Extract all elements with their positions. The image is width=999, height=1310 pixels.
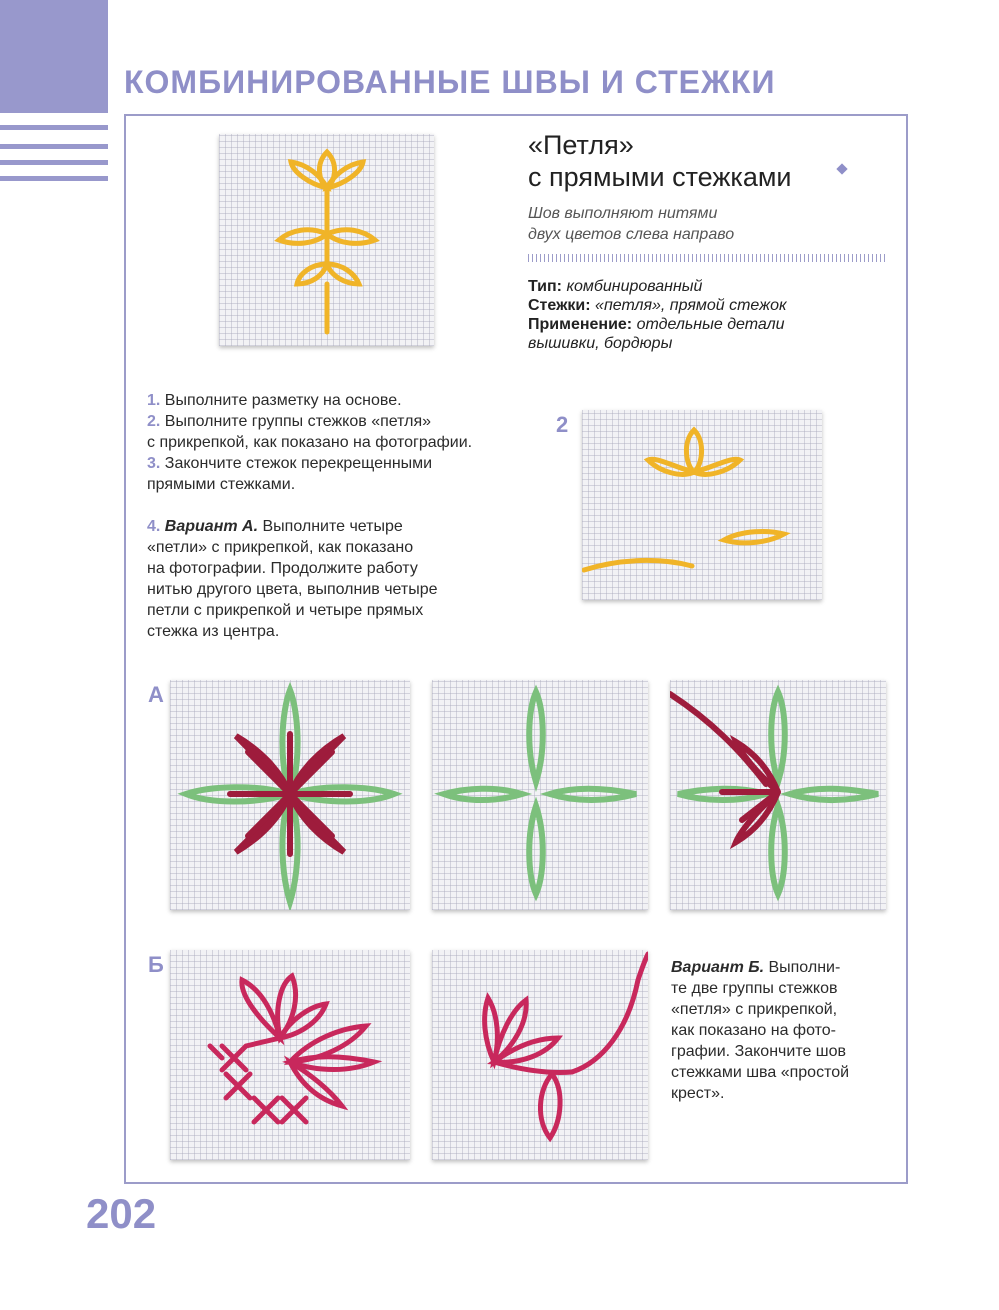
variant-b-title: Вариант Б.	[671, 959, 765, 976]
variant-b-line: те две группы стежков	[671, 980, 838, 997]
variant-b-photo-1	[170, 950, 410, 1160]
step-text: Выполните четыре	[262, 518, 403, 535]
page-corner-block	[0, 0, 108, 113]
variant-b-line: стежками шва «простой	[671, 1064, 850, 1081]
main-stitch-photo	[219, 134, 434, 346]
variant-b-line: крест».	[671, 1085, 725, 1102]
variant-a-title: Вариант А.	[164, 518, 259, 535]
step-2-photo	[582, 410, 822, 600]
meta-type	[528, 277, 702, 296]
step-number: 2.	[147, 413, 161, 430]
variant-b-line: «петля» с прикрепкой,	[671, 1001, 838, 1018]
step-number: 4.	[147, 518, 161, 535]
meta-usage-label: Применение:	[528, 316, 633, 333]
step-number: 1.	[147, 392, 161, 409]
variant-b-photo-2	[432, 950, 648, 1160]
step-4-cont: нитью другого цвета, выполнив четыре	[147, 581, 438, 598]
variant-a-photo-3	[670, 680, 886, 910]
photo-2-label: 2	[556, 412, 569, 437]
row-a-label: А	[148, 682, 164, 707]
decor-stripe	[0, 160, 108, 165]
meta-usage-value-2: вышивки, бордюры	[528, 335, 673, 352]
meta-type-label: Тип:	[528, 278, 562, 295]
variant-b-line: графии. Закончите шов	[671, 1043, 847, 1060]
dotted-divider	[528, 254, 888, 262]
step-text: Закончите стежок перекрещенными	[164, 455, 433, 472]
meta-type-value: комбинированный	[566, 278, 703, 295]
decor-stripe	[0, 144, 108, 149]
decor-stripe	[0, 125, 108, 130]
subtitle-line: двух цветов слева направо	[528, 226, 735, 243]
crimson-star-motif	[170, 680, 410, 910]
row-b-label: Б	[148, 952, 164, 977]
page-number: 202	[86, 1190, 157, 1237]
meta-stitches	[528, 296, 787, 315]
yellow-partial-motif	[582, 410, 822, 600]
magenta-cross-motif	[170, 950, 410, 1160]
step-3	[147, 453, 547, 474]
step-3-cont: прямыми стежками.	[147, 476, 296, 493]
step-text: Выполните разметку на основе.	[164, 392, 402, 409]
page-header: КОМБИНИРОВАННЫЕ ШВЫ И СТЕЖКИ	[124, 64, 776, 100]
decor-stripe	[0, 176, 108, 181]
meta-usage-cont	[528, 334, 672, 353]
step-number: 3.	[147, 455, 161, 472]
green-cross-motif	[432, 680, 648, 910]
variant-b-line	[671, 957, 891, 978]
stitch-title-line2: с прямыми стежками	[528, 162, 792, 192]
meta-usage	[528, 315, 785, 334]
step-2	[147, 411, 547, 432]
step-text: Выполните группы стежков «петля»	[164, 413, 432, 430]
variant-b-text	[671, 957, 891, 1104]
step-4	[147, 516, 547, 537]
subtitle-line: Шов выполняют нитями	[528, 205, 718, 222]
yellow-stitch-motif	[219, 134, 434, 346]
step-1	[147, 390, 547, 411]
meta-stitches-value: «петля», прямой стежок	[595, 297, 787, 314]
variant-b-line: как показано на фото-	[671, 1022, 837, 1039]
magenta-loop-motif	[432, 950, 648, 1160]
meta-stitches-label: Стежки:	[528, 297, 591, 314]
crimson-partial-motif	[670, 680, 886, 910]
step-4-cont: стежка из центра.	[147, 623, 280, 640]
meta-usage-value: отдельные детали	[636, 316, 785, 333]
variant-a-photo-1	[170, 680, 410, 910]
stitch-title-line1: «Петля»	[528, 130, 634, 160]
step-4-cont: «петли» с прикрепкой, как показано	[147, 539, 414, 556]
stitch-subtitle	[528, 203, 828, 245]
step-4-cont: петли с прикрепкой и четыре прямых	[147, 602, 424, 619]
step-2-cont: с прикрепкой, как показано на фотографии.	[147, 434, 473, 451]
variant-b-first-line: Выполни-	[768, 959, 841, 976]
variant-a-photo-2	[432, 680, 648, 910]
step-4-cont: на фотографии. Продолжите работу	[147, 560, 418, 577]
instruction-steps	[147, 390, 547, 642]
